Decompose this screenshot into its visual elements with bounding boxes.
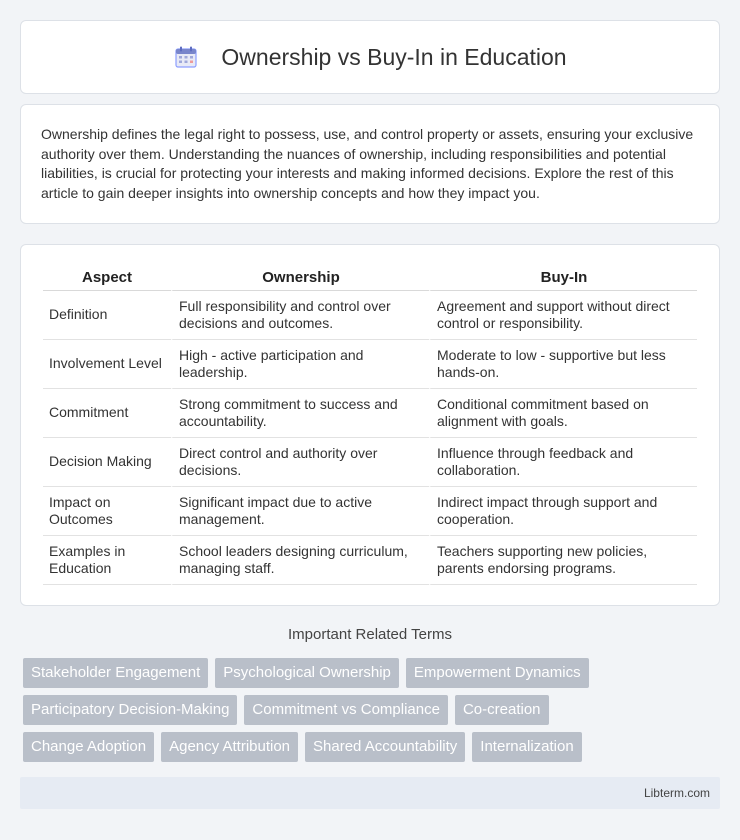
column-header-ownership: Ownership — [171, 265, 429, 291]
related-term-tag[interactable]: Commitment vs Compliance — [244, 695, 448, 725]
buy-in-cell: Influence through feedback and collaboration. — [429, 438, 697, 487]
related-term-tag[interactable]: Change Adoption — [23, 732, 154, 762]
table-row — [43, 340, 697, 389]
tag-row — [23, 695, 723, 725]
calendar-icon — [173, 44, 199, 70]
aspect-cell: Impact on Outcomes — [43, 487, 171, 536]
related-term-tag[interactable]: Participatory Decision-Making — [23, 695, 237, 725]
intro-card — [20, 104, 720, 224]
column-header-aspect: Aspect — [43, 265, 171, 291]
ownership-cell: Significant impact due to active management. — [171, 487, 429, 536]
related-terms-title: Important Related Terms — [288, 626, 452, 643]
ownership-cell: School leaders designing curriculum, managing staff. — [171, 536, 429, 585]
table-row — [43, 389, 697, 438]
page-title: Ownership vs Buy-In in Education — [221, 43, 567, 70]
page-header — [20, 20, 720, 94]
buy-in-cell: Agreement and support without direct control or responsibility. — [429, 291, 697, 340]
related-term-tag[interactable]: Co-creation — [455, 695, 549, 725]
ownership-cell: Strong commitment to success and accountability. — [171, 389, 429, 438]
column-header-buy-in: Buy-In — [429, 265, 697, 291]
table-row — [43, 536, 697, 585]
tag-row — [23, 658, 723, 688]
buy-in-cell: Moderate to low - supportive but less hands-on. — [429, 340, 697, 389]
related-term-tag[interactable]: Empowerment Dynamics — [406, 658, 589, 688]
related-terms-list — [23, 658, 723, 769]
ownership-cell: Full responsibility and control over decisions and outcomes. — [171, 291, 429, 340]
intro-text: Ownership defines the legal right to possess, use, and control property or assets, ensuring your exclusive authority over them. Understanding the nuances of ownership, including responsibilities and potential liabilities, is crucial for protecting your interests and making informed decisions. Explore the rest of this article to gain deeper insights into ownership concepts and how they impact you. — [41, 126, 694, 201]
table-header-row — [43, 265, 697, 291]
comparison-table — [43, 265, 697, 585]
related-term-tag[interactable]: Shared Accountability — [305, 732, 465, 762]
related-term-tag[interactable]: Psychological Ownership — [215, 658, 399, 688]
related-term-tag[interactable]: Stakeholder Engagement — [23, 658, 208, 688]
ownership-cell: High - active participation and leadership. — [171, 340, 429, 389]
aspect-cell: Involvement Level — [43, 340, 171, 389]
buy-in-cell: Indirect impact through support and cooperation. — [429, 487, 697, 536]
tag-row — [23, 732, 723, 762]
buy-in-cell: Conditional commitment based on alignment with goals. — [429, 389, 697, 438]
aspect-cell: Commitment — [43, 389, 171, 438]
aspect-cell: Decision Making — [43, 438, 171, 487]
table-row — [43, 487, 697, 536]
related-term-tag[interactable]: Agency Attribution — [161, 732, 298, 762]
comparison-table-card — [20, 244, 720, 606]
table-row — [43, 291, 697, 340]
related-term-tag[interactable]: Internalization — [472, 732, 581, 762]
table-row — [43, 438, 697, 487]
ownership-cell: Direct control and authority over decisions. — [171, 438, 429, 487]
footer-site-link[interactable]: Libterm.com — [643, 786, 710, 800]
aspect-cell: Examples in Education — [43, 536, 171, 585]
aspect-cell: Definition — [43, 291, 171, 340]
footer — [20, 777, 720, 809]
buy-in-cell: Teachers supporting new policies, parents endorsing programs. — [429, 536, 697, 585]
